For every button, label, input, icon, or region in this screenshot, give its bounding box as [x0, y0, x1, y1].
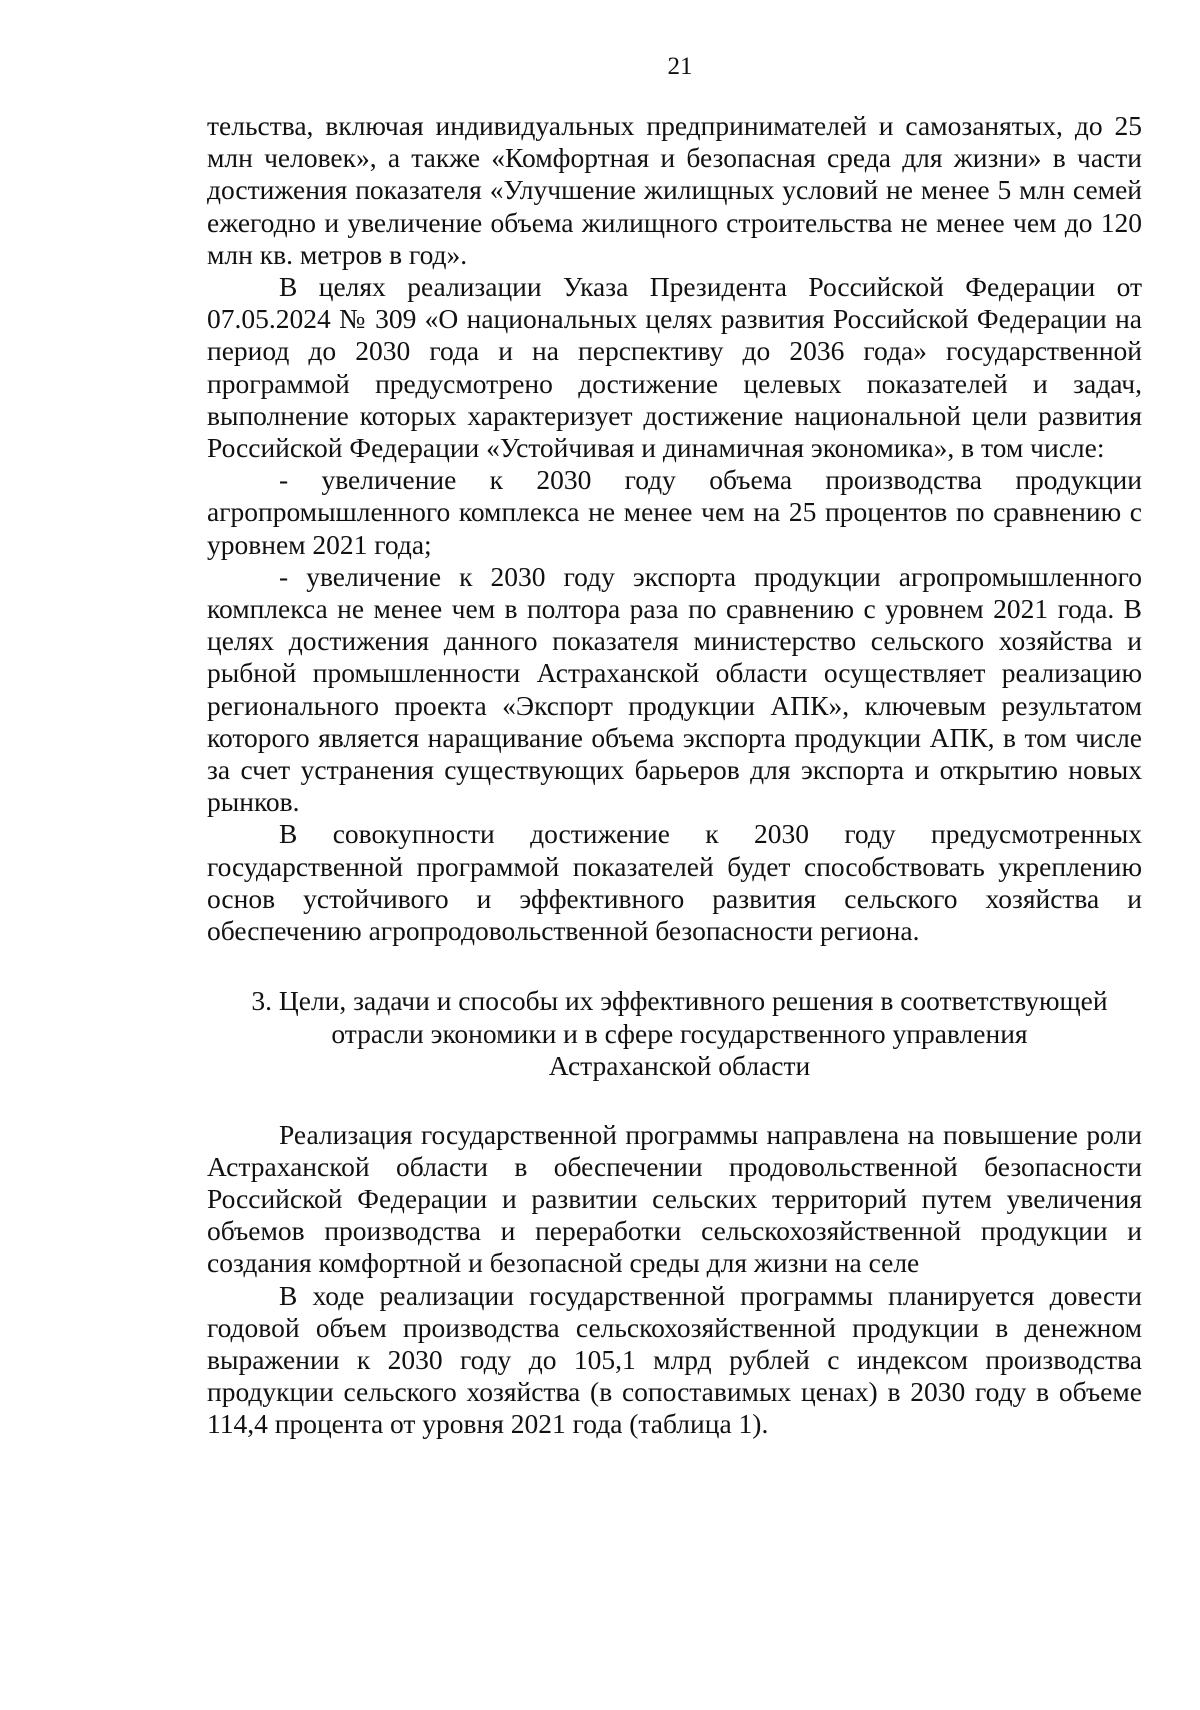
paragraph-summary: В совокупности достижение к 2030 году предусмотренных государственной программой показателей будет способствовать укреплению основ устойчивого и эффективного развития сельского хозяйства и обеспечению агропродовольственной безопасности региона.: [207, 818, 1142, 947]
paragraph-decree-targets: В целях реализации Указа Президента Российской Федерации от 07.05.2024 № 309 «О национальных целях развития Российской Федерации на период до 2030 года и на перспективу до 2036 года» государственной программой предусмотрено достижение целевых показателей и задач, выполнение которых характеризует достижение национальной цели развития Российской Федерации «Устойчивая и динамичная экономика», в том числе:: [207, 271, 1142, 464]
list-item-export-growth: - увеличение к 2030 году экспорта продукции агропромышленного комплекса не менее чем в полтора раза по сравнению с уровнем 2021 года. В целях достижения данного показателя министерство сельского хозяйства и рыбной промышленности Астраханской области осуществляет реализацию регионального проекта «Экспорт продукции АПК», ключевым результатом которого является наращивание объема экспорта продукции АПК, в том числе за счет устранения существующих барьеров для экспорта и открытию новых рынков.: [207, 560, 1142, 818]
paragraph-continuation: тельства, включая индивидуальных предпринимателей и самозанятых, до 25 млн человек», а также «Комфортная и безопасная среда для жизни» в части достижения показателя «Улучшение жилищных условий не менее 5 млн семей ежегодно и увеличение объема жилищного строительства не менее чем до 120 млн кв. метров в год».: [207, 110, 1142, 270]
section-heading-line: 3. Цели, задачи и способы их эффективного решения в соответствующей: [251, 985, 1108, 1017]
list-item-production-growth: - увеличение к 2030 году объема производства продукции агропромышленного комплекса не менее чем на 25 процентов по сравнению с уровнем 2021 года;: [207, 464, 1142, 560]
section-heading-line: Астраханской области: [548, 1050, 811, 1082]
paragraph-program-plan: В ходе реализации государственной программы планируется довести годовой объем производства сельскохозяйственной продукции в денежном выражении к 2030 году до 105,1 млрд рублей с индексом производства продукции сельского хозяйства (в сопоставимых ценах) в 2030 году в объеме 114,4 процента от уровня 2021 года (таблица 1).: [207, 1279, 1142, 1440]
page-number: 21: [667, 53, 693, 80]
paragraph-program-goal: Реализация государственной программы направлена на повышение роли Астраханской области в обеспечении продовольственной безопасности Российской Федерации и развитии сельских территорий путем увеличения объемов производства и переработки сельскохозяйственной продукции и создания комфортной и безопасной среды для жизни на селе: [207, 1118, 1142, 1279]
section-heading: [207, 985, 1142, 1082]
section-heading-line: отрасли экономики и в сфере государственного управления: [331, 1017, 1028, 1049]
document-body: [207, 110, 1142, 1441]
